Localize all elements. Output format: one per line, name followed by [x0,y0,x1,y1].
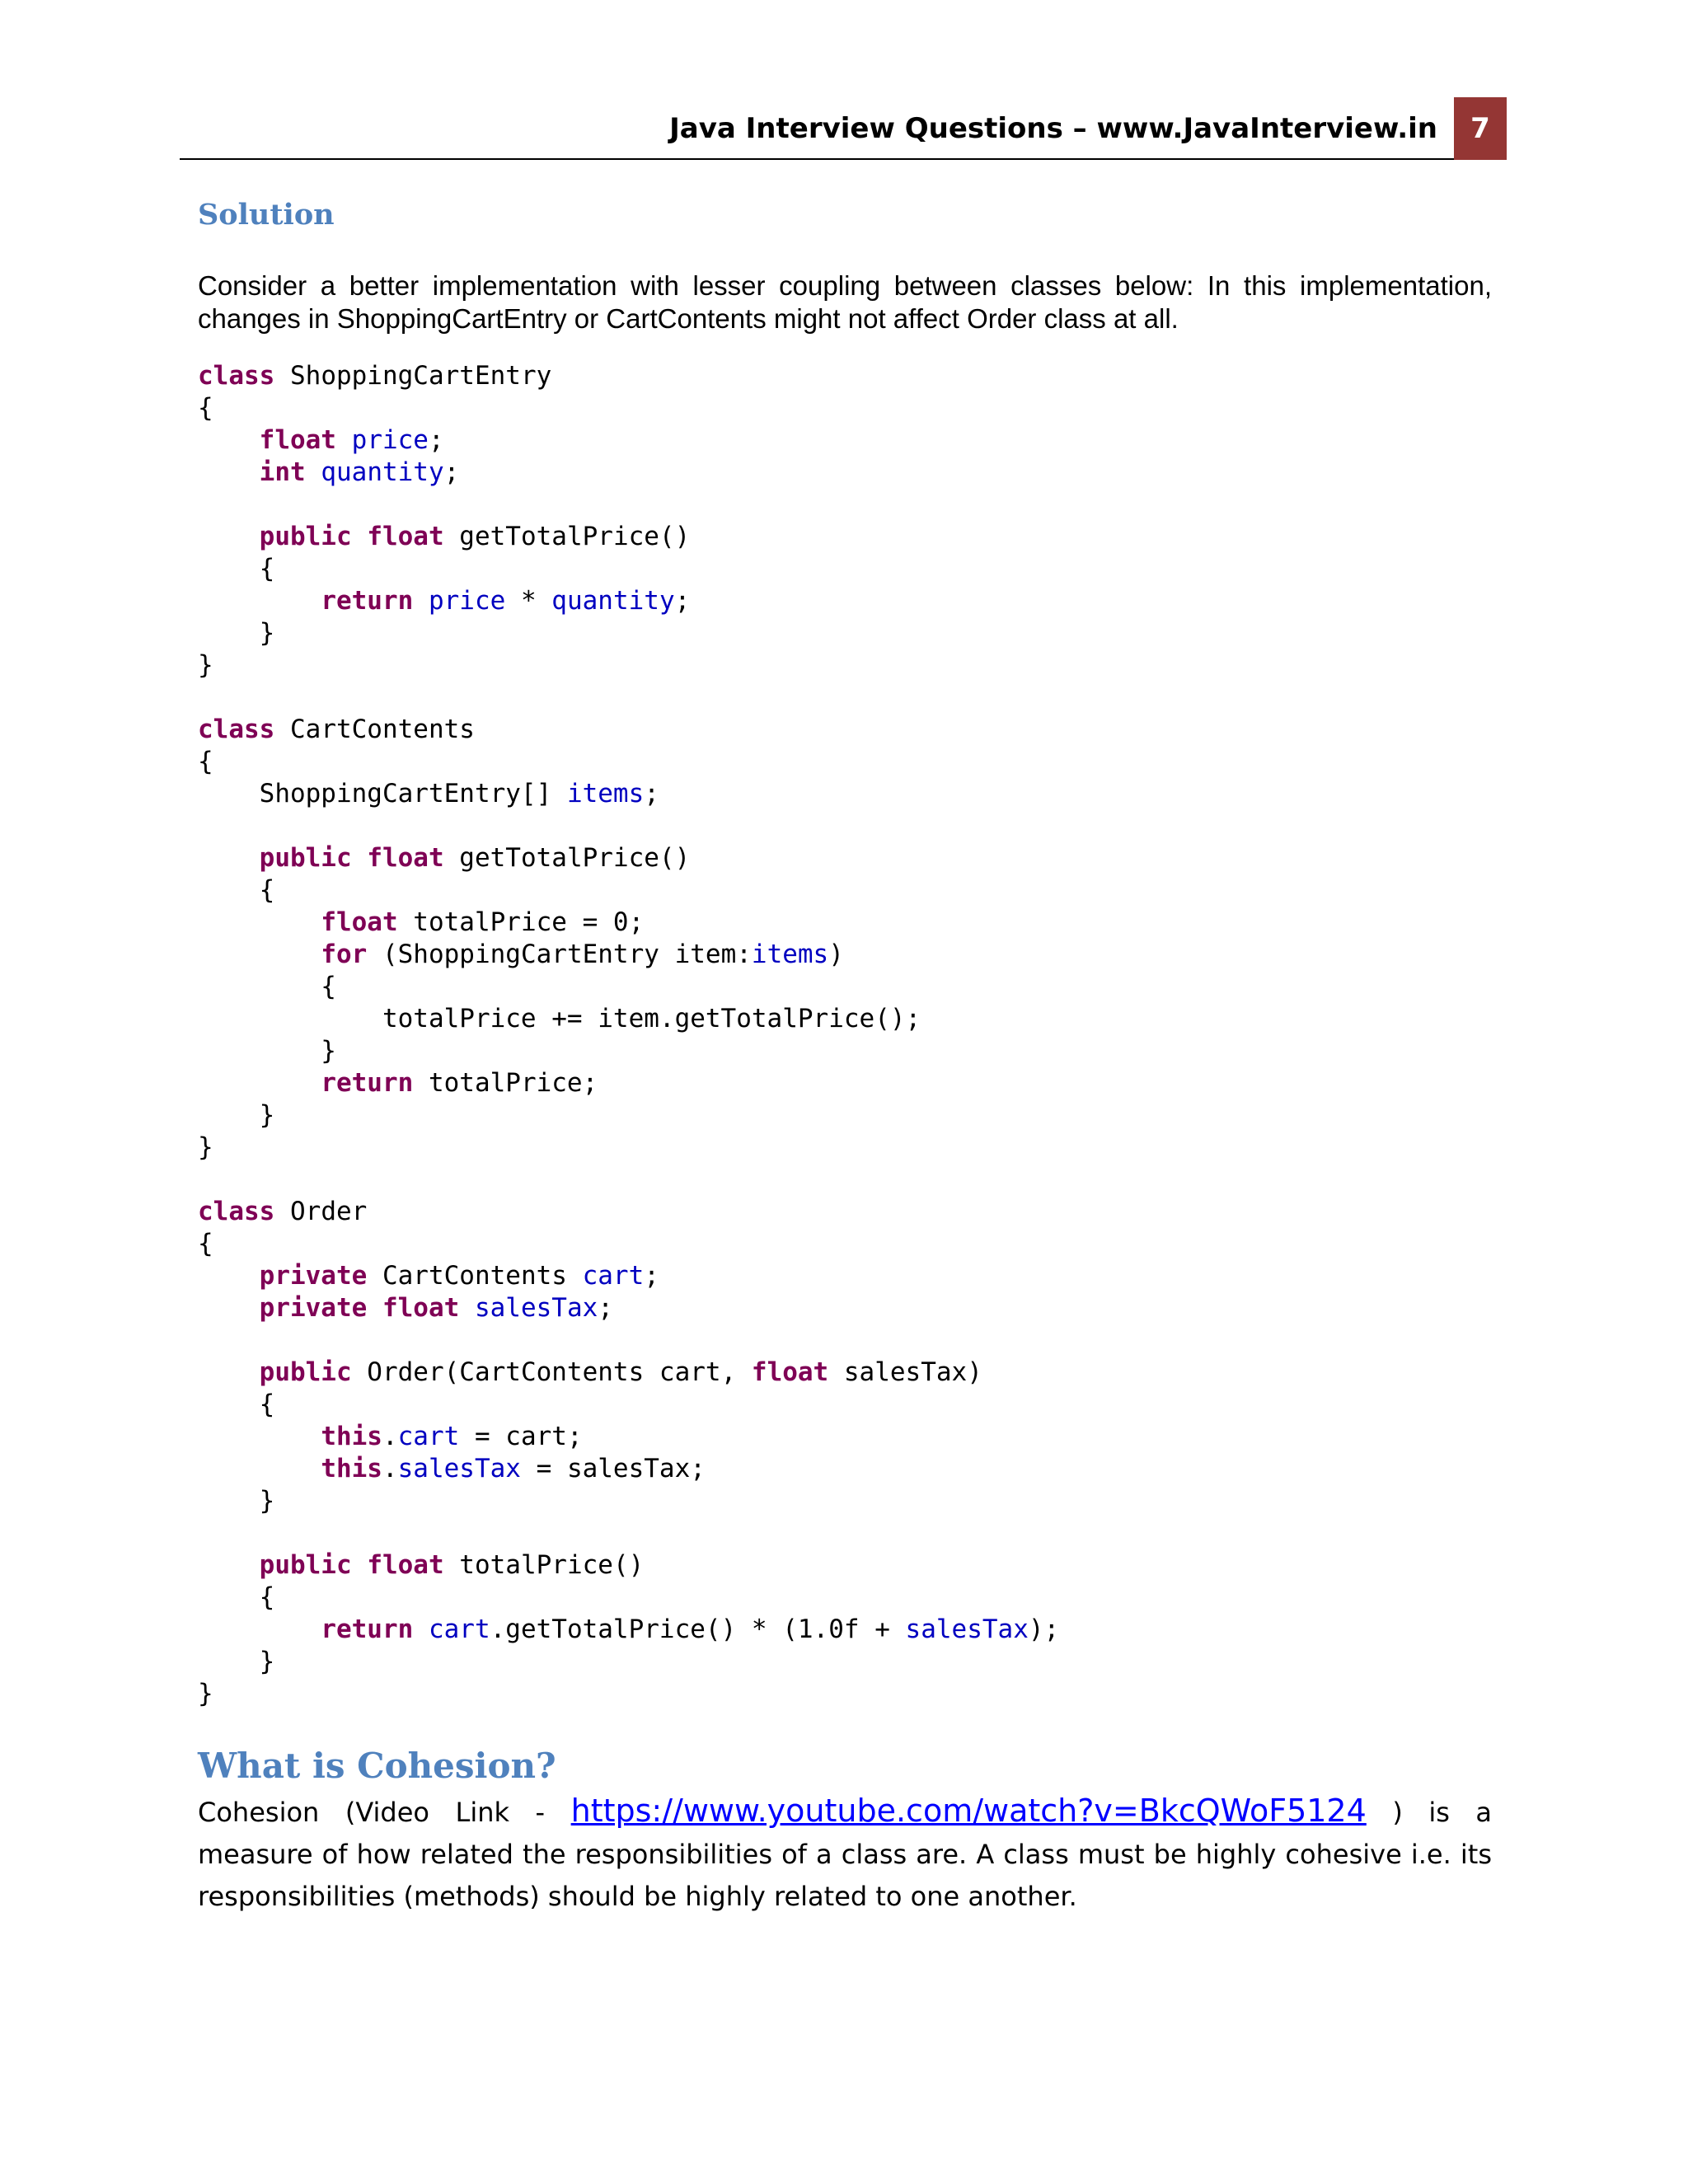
code-field: quantity [551,586,675,616]
code-line [198,1068,598,1098]
code-line [198,1132,213,1162]
code-text [198,907,321,937]
code-text: totalPrice = 0; [397,907,645,937]
code-line [198,843,690,873]
page-number-badge: 7 [1454,97,1507,160]
code-keyword: class [198,1197,275,1226]
code-text: Order [274,1197,368,1226]
code-line [198,1679,213,1708]
page-header [180,97,1507,160]
code-keyword: float [367,522,444,551]
code-keyword: float [382,1293,460,1323]
code-text: { [198,1229,213,1258]
code-text: * [505,586,552,616]
code-text: { [198,393,213,423]
code-keyword: for [321,940,368,969]
code-text [198,1550,260,1580]
code-keyword: return [321,1068,414,1098]
code-line [198,779,659,808]
code-text [198,1357,260,1387]
header-divider [180,158,1454,160]
code-text [459,1293,475,1323]
code-text [198,522,260,551]
code-line [198,586,690,616]
code-keyword: class [198,361,275,391]
code-text: ; [644,779,659,808]
code-text: } [198,1647,275,1676]
code-line [198,1197,367,1226]
code-text: totalPrice() [443,1550,645,1580]
code-text [198,843,260,873]
code-line [198,393,213,423]
code-text: Order(CartContents cart, [351,1357,752,1387]
code-line [198,361,551,391]
code-line [198,1422,583,1451]
code-line [198,1582,274,1612]
code-keyword: float [751,1357,829,1387]
code-text: totalPrice; [413,1068,598,1098]
code-line [198,554,274,583]
code-text [198,1615,321,1644]
code-text [413,1615,429,1644]
code-text: . [382,1422,398,1451]
code-text: { [198,1390,275,1419]
code-line [198,650,213,680]
video-link[interactable]: https://www.youtube.com/watch?v=BkcQWoF5124 [570,1793,1367,1829]
code-text [198,1068,321,1098]
code-text: ; [428,425,444,455]
code-text: } [198,1132,213,1162]
code-line [198,972,336,1001]
code-line [198,1647,274,1676]
code-line [198,1454,706,1483]
code-keyword: this [321,1422,382,1451]
code-text [198,1293,260,1323]
code-field: cart [397,1422,460,1451]
code-line [198,1100,274,1130]
code-keyword: private [259,1293,368,1323]
code-keyword: public [259,1357,352,1387]
code-line [198,1357,982,1387]
code-keyword: float [367,843,444,873]
code-text: ; [443,457,460,487]
code-line [198,1550,644,1580]
code-line [198,425,444,455]
code-text: ; [598,1293,613,1323]
code-keyword: float [367,1550,444,1580]
code-keyword: int [259,457,306,487]
code-text: (ShoppingCartEntry item: [367,940,752,969]
code-field: quantity [321,457,444,487]
code-text [352,843,368,873]
code-text: CartContents [274,715,475,744]
code-line [198,522,690,551]
code-keyword: float [321,907,398,937]
code-line [198,1486,274,1516]
code-text: { [198,747,213,776]
code-keyword: float [259,425,336,455]
code-text: } [198,1679,213,1708]
code-line [198,618,274,648]
code-field: items [751,940,829,969]
code-text [198,457,260,487]
code-field: salesTax [474,1293,598,1323]
code-line [198,1615,1059,1644]
code-line [198,940,844,969]
code-line [198,875,274,905]
code-keyword: return [321,1615,414,1644]
code-field: price [351,425,429,455]
code-line [198,1293,613,1323]
solution-intro-paragraph: Consider a better implementation with lesser coupling between classes below: In this implementation, changes in ShoppingCartEntry or CartContents might not affect Order class at all. [198,270,1492,334]
code-text: { [198,1582,275,1612]
code-text: } [198,650,213,680]
code-text: } [198,1036,336,1066]
solution-heading: Solution [198,198,335,232]
code-line [198,747,213,776]
cohesion-heading: What is Cohesion? [198,1746,556,1786]
code-field: items [566,779,645,808]
code-text: .getTotalPrice() * (1.0f + [490,1615,906,1644]
code-text: { [198,972,336,1001]
code-text [352,522,368,551]
code-text [198,586,321,616]
code-text [198,940,321,969]
code-block [198,360,1059,1710]
code-field: price [428,586,506,616]
cohesion-paragraph [198,1790,1492,1918]
code-text: ; [644,1261,659,1291]
code-keyword: public [259,1550,352,1580]
code-text: ) [828,940,844,969]
code-keyword: public [259,843,352,873]
code-text: . [382,1454,398,1483]
code-text [198,1422,321,1451]
code-text: = salesTax; [520,1454,706,1483]
code-line [198,1229,213,1258]
code-text: } [198,1486,275,1516]
code-text: getTotalPrice() [443,843,691,873]
code-text: ); [1028,1615,1060,1644]
code-text: totalPrice += item.getTotalPrice(); [198,1004,921,1033]
code-keyword: public [259,522,352,551]
code-text: ShoppingCartEntry[] [198,779,567,808]
code-text [198,425,260,455]
code-line [198,907,644,937]
code-text [198,1261,260,1291]
code-text: { [198,875,275,905]
code-line [198,457,459,487]
code-field: cart [428,1615,490,1644]
code-text: getTotalPrice() [443,522,691,551]
code-line [198,1390,274,1419]
cohesion-text-start: Cohesion (Video Link - [198,1797,571,1828]
code-keyword: this [321,1454,382,1483]
code-text [336,425,352,455]
code-text [352,1550,368,1580]
code-text: = cart; [459,1422,583,1451]
cohesion-text-end: ) is a measure of how related the responsibilities of a class are. A class must be highly cohesive i.e. its responsibilities (methods) should be highly related to one another. [198,1797,1493,1912]
code-field: salesTax [397,1454,521,1483]
code-text [413,586,429,616]
code-text: } [198,618,275,648]
code-keyword: private [259,1261,368,1291]
code-text [198,1454,321,1483]
code-line [198,1004,921,1033]
code-text: { [198,554,275,583]
code-text [367,1293,382,1323]
code-line [198,1261,659,1291]
header-title: Java Interview Questions – www.JavaInterview.in [669,112,1437,145]
code-line [198,715,475,744]
code-field: cart [582,1261,645,1291]
code-keyword: return [321,586,414,616]
code-keyword: class [198,715,275,744]
code-text: } [198,1100,275,1130]
code-field: salesTax [905,1615,1029,1644]
code-text: CartContents [367,1261,583,1291]
code-text: ; [674,586,691,616]
code-text [306,457,321,487]
code-line [198,1036,336,1066]
code-text: salesTax) [828,1357,982,1387]
code-text: ShoppingCartEntry [274,361,552,391]
